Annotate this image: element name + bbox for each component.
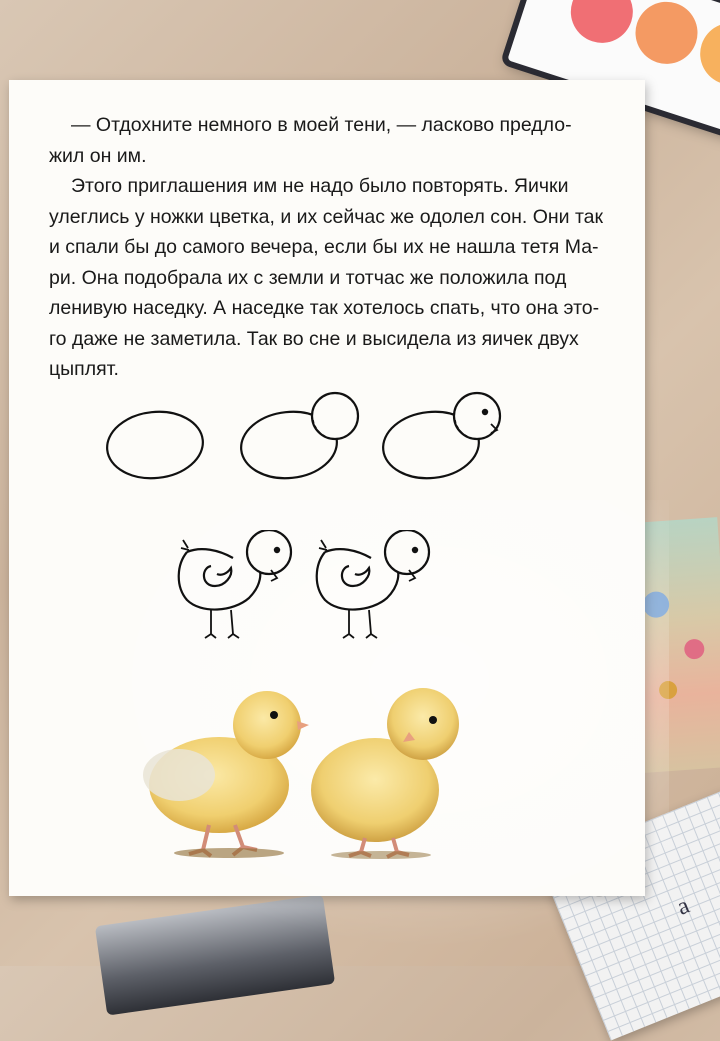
drawing-step-egg [103, 405, 215, 483]
chick-photo-left [139, 675, 319, 860]
text-line: улеглись у ножки цветка, и их сейчас же одолел сон. Они так [49, 205, 604, 228]
paint-pan-red [563, 0, 641, 51]
book-page [9, 80, 645, 896]
text-line: — Отдохните немного в моей тени, — ласково предло- [71, 114, 572, 136]
text-line: цыплят. [49, 358, 119, 380]
text-line: и спали бы до самого вечера, если бы их не нашла тетя Ма- [49, 236, 599, 258]
text-line: Этого приглашения им не надо было повторять. Яички [71, 175, 569, 197]
paint-pan-orange [627, 0, 705, 72]
text-line: ленивую наседку. А наседке так хотелось спать, что она это- [49, 297, 600, 319]
drawing-step-eye-beak [379, 390, 511, 486]
drawing-step-head [237, 390, 365, 486]
drawing-step-wing [171, 530, 301, 655]
paragraph-2 [49, 171, 619, 385]
text-line: ри. Она подобрала их с земли и тотчас же положила под [49, 266, 567, 289]
drawing-step-complete [309, 530, 439, 655]
text-line: жил он им. [49, 144, 147, 167]
paragraph-1 [49, 110, 619, 171]
text-line: го даже не заметила. Так во сне и высидела из яичек двух [49, 327, 579, 350]
story-text [49, 110, 619, 385]
chick-photo-right [305, 680, 475, 860]
sticky-note-char: a [673, 892, 694, 921]
